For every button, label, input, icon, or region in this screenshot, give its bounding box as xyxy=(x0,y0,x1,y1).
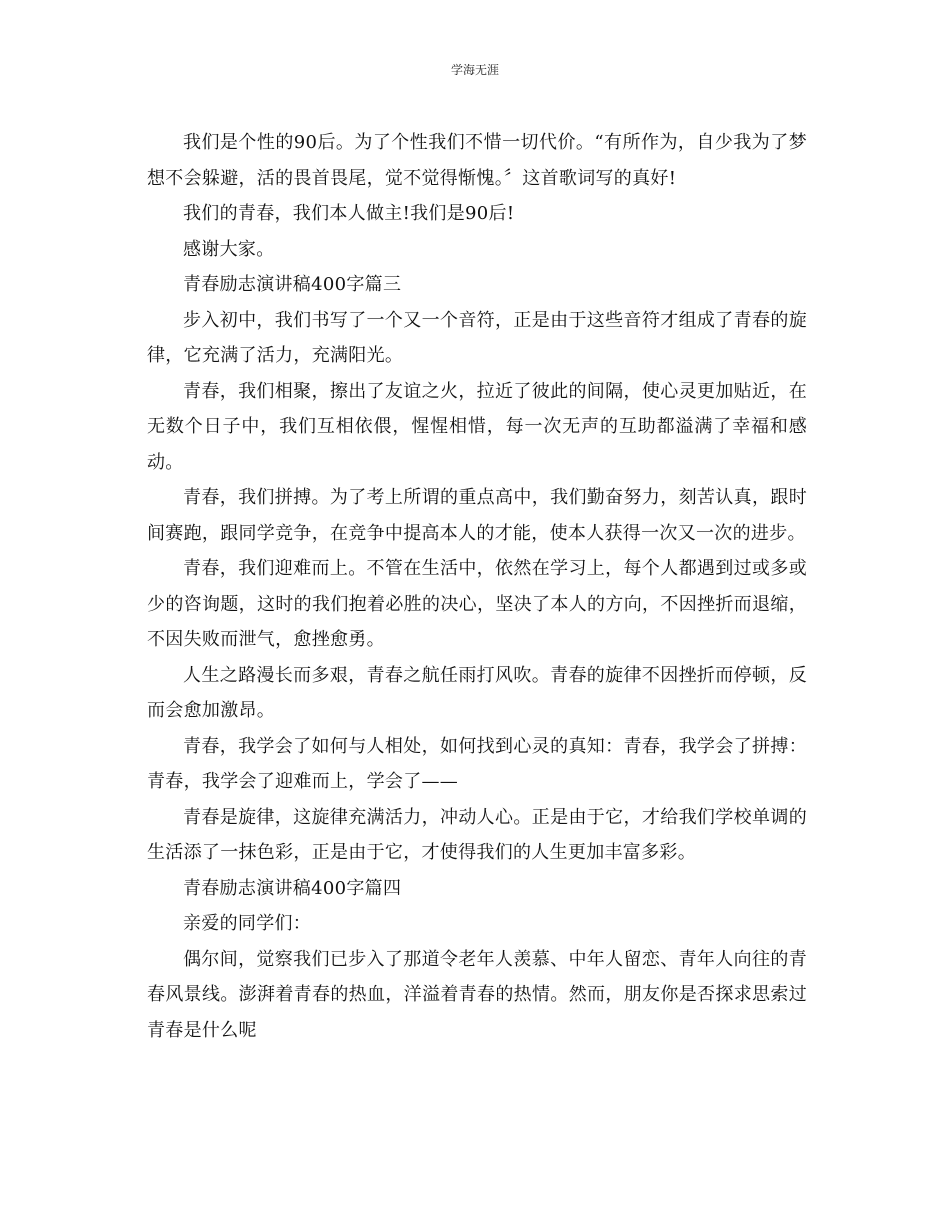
paragraph: 步入初中，我们书写了一个又一个音符，正是由于这些音符才组成了青春的旋律，它充满了活力，充满阳光。 xyxy=(147,309,807,366)
document-body xyxy=(147,125,807,1048)
section-heading: 青春励志演讲稿400字篇三 xyxy=(183,274,402,295)
paragraph: 我们是个性的90后。为了个性我们不惜一切代价。“有所作为，自少我为了梦想不会躲避，活的畏首畏尾，觉不觉得惭愧。〞这首歌词写的真好! xyxy=(147,132,807,189)
paragraph: 偶尔间，觉察我们已步入了那道令老年人羡慕、中年人留恋、青年人向往的青春风景线。澎湃着青春的热血，洋溢着青春的热情。然而，朋友你是否探求思索过青春是什么呢 xyxy=(147,948,807,1041)
paragraph: 青春，我学会了如何与人相处，如何找到心灵的真知：青春，我学会了拼搏：青春，我学会了迎难而上，学会了—— xyxy=(147,735,807,792)
paragraph: 青春，我们迎难而上。不管在生活中，依然在学习上，每个人都遇到过或多或少的咨询题，这时的我们抱着必胜的决心，坚决了本人的方向，不因挫折而退缩，不因失败而泄气，愈挫愈勇。 xyxy=(147,558,807,650)
paragraph: 我们的青春，我们本人做主!我们是90后! xyxy=(183,203,515,224)
section-heading: 青春励志演讲稿400字篇四 xyxy=(183,877,402,899)
page-header: 学海无涯 xyxy=(450,63,499,77)
paragraph: 人生之路漫长而多艰，青春之航任雨打风吹。青春的旋律不因挫折而停顿，反而会愈加激昂。 xyxy=(147,664,807,721)
paragraph: 青春，我们拼搏。为了考上所谓的重点高中，我们勤奋努力，刻苦认真，跟时间赛跑，跟同学竞争，在竞争中提高本人的才能，使本人获得一次又一次的进步。 xyxy=(147,487,807,544)
paragraph: 青春，我们相聚，擦出了友谊之火，拉近了彼此的间隔，使心灵更加贴近，在无数个日子中，我们互相依偎，惺惺相惜，每一次无声的互助都溢满了幸福和感动。 xyxy=(147,380,807,473)
paragraph: 青春是旋律，这旋律充满活力，冲动人心。正是由于它，才给我们学校单调的生活添了一抹色彩，正是由于它，才使得我们的人生更加丰富多彩。 xyxy=(147,806,807,863)
paragraph: 感谢大家。 xyxy=(183,238,275,260)
salutation: 亲爱的同学们： xyxy=(183,913,312,934)
